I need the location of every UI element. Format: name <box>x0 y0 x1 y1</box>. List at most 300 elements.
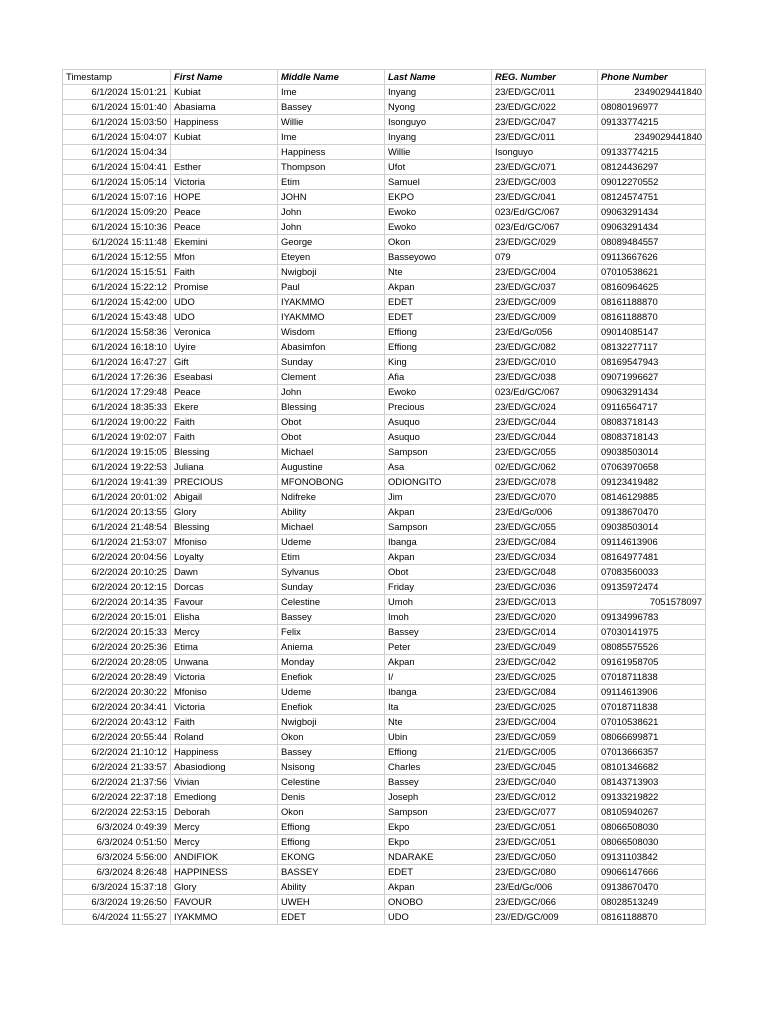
reg-number-cell: 23/ED/GC/022 <box>492 100 598 115</box>
phone-number-cell: 07018711838 <box>598 670 706 685</box>
middle-name-cell: EDET <box>278 910 385 925</box>
timestamp-cell: 6/1/2024 17:26:36 <box>63 370 171 385</box>
first-name-cell: Esther <box>171 160 278 175</box>
first-name-cell: Faith <box>171 715 278 730</box>
table-row <box>63 790 706 805</box>
middle-name-cell: Nwigboji <box>278 715 385 730</box>
middle-name-cell: Nwigboji <box>278 265 385 280</box>
reg-number-cell: 23/ED/GC/044 <box>492 415 598 430</box>
timestamp-cell: 6/2/2024 21:10:12 <box>63 745 171 760</box>
table-row <box>63 310 706 325</box>
spreadsheet-table <box>62 69 706 925</box>
last-name-cell: Effiong <box>385 340 492 355</box>
phone-number-cell: 09063291434 <box>598 220 706 235</box>
phone-number-cell: 09133219822 <box>598 790 706 805</box>
phone-number-cell: 09038503014 <box>598 520 706 535</box>
table-row <box>63 475 706 490</box>
phone-number-cell: 08143713903 <box>598 775 706 790</box>
timestamp-cell: 6/1/2024 15:09:20 <box>63 205 171 220</box>
timestamp-cell: 6/1/2024 15:22:12 <box>63 280 171 295</box>
first-name-cell: Victoria <box>171 670 278 685</box>
reg-number-cell: 23/ED/GC/066 <box>492 895 598 910</box>
middle-name-cell: Etim <box>278 550 385 565</box>
table-row <box>63 640 706 655</box>
table-row <box>63 565 706 580</box>
last-name-cell: Akpan <box>385 880 492 895</box>
first-name-cell: Blessing <box>171 520 278 535</box>
middle-name-cell: Nsisong <box>278 760 385 775</box>
phone-number-cell: 08132277117 <box>598 340 706 355</box>
phone-number-cell: 07010538621 <box>598 715 706 730</box>
table-row <box>63 280 706 295</box>
middle-name-cell: Monday <box>278 655 385 670</box>
middle-name-cell: Obot <box>278 415 385 430</box>
first-name-cell: Mfoniso <box>171 535 278 550</box>
phone-number-cell: 09135972474 <box>598 580 706 595</box>
middle-name-cell: IYAKMMO <box>278 310 385 325</box>
last-name-cell: Bassey <box>385 775 492 790</box>
last-name-cell: Asuquo <box>385 415 492 430</box>
first-name-cell: HOPE <box>171 190 278 205</box>
table-row <box>63 505 706 520</box>
reg-number-cell: 21/ED/GC/005 <box>492 745 598 760</box>
first-name-cell: Vivian <box>171 775 278 790</box>
table-row <box>63 445 706 460</box>
table-row <box>63 430 706 445</box>
middle-name-cell: Obot <box>278 430 385 445</box>
timestamp-cell: 6/1/2024 19:41:39 <box>63 475 171 490</box>
last-name-cell: Effiong <box>385 325 492 340</box>
table-row <box>63 625 706 640</box>
reg-number-cell: 23/ED/GC/003 <box>492 175 598 190</box>
header-timestamp: Timestamp <box>63 70 171 85</box>
last-name-cell: Akpan <box>385 280 492 295</box>
reg-number-cell: 02/ED/GC/062 <box>492 460 598 475</box>
reg-number-cell: 23/ED/GC/078 <box>492 475 598 490</box>
phone-number-cell: 09161958705 <box>598 655 706 670</box>
middle-name-cell: Etim <box>278 175 385 190</box>
phone-number-cell: 09014085147 <box>598 325 706 340</box>
timestamp-cell: 6/3/2024 15:37:18 <box>63 880 171 895</box>
phone-number-cell: 08085575526 <box>598 640 706 655</box>
middle-name-cell: Augustine <box>278 460 385 475</box>
middle-name-cell: Udeme <box>278 685 385 700</box>
first-name-cell: Abasiama <box>171 100 278 115</box>
reg-number-cell: 23/ED/GC/050 <box>492 850 598 865</box>
middle-name-cell: Wisdom <box>278 325 385 340</box>
timestamp-cell: 6/2/2024 20:30:22 <box>63 685 171 700</box>
table-row <box>63 910 706 925</box>
last-name-cell: Asa <box>385 460 492 475</box>
reg-number-cell: 23/ED/GC/044 <box>492 430 598 445</box>
phone-number-cell: 08066508030 <box>598 820 706 835</box>
timestamp-cell: 6/1/2024 15:15:51 <box>63 265 171 280</box>
first-name-cell: Ekere <box>171 400 278 415</box>
reg-number-cell: 23/ED/GC/004 <box>492 265 598 280</box>
timestamp-cell: 6/3/2024 5:56:00 <box>63 850 171 865</box>
timestamp-cell: 6/1/2024 16:47:27 <box>63 355 171 370</box>
table-row <box>63 760 706 775</box>
reg-number-cell: 23/Ed/Gc/006 <box>492 505 598 520</box>
first-name-cell: Juliana <box>171 460 278 475</box>
last-name-cell: Ewoko <box>385 385 492 400</box>
middle-name-cell: George <box>278 235 385 250</box>
table-row <box>63 685 706 700</box>
phone-number-cell: 2349029441840 <box>598 85 706 100</box>
timestamp-cell: 6/1/2024 19:02:07 <box>63 430 171 445</box>
reg-number-cell: 23/ED/GC/025 <box>492 700 598 715</box>
phone-number-cell: 09071996627 <box>598 370 706 385</box>
last-name-cell: EKPO <box>385 190 492 205</box>
phone-number-cell: 08083718143 <box>598 415 706 430</box>
middle-name-cell: Blessing <box>278 400 385 415</box>
first-name-cell: HAPPINESS <box>171 865 278 880</box>
table-row <box>63 100 706 115</box>
middle-name-cell: Udeme <box>278 535 385 550</box>
phone-number-cell: 08028513249 <box>598 895 706 910</box>
phone-number-cell: 09114613906 <box>598 685 706 700</box>
last-name-cell: Akpan <box>385 655 492 670</box>
middle-name-cell: Michael <box>278 445 385 460</box>
last-name-cell: Friday <box>385 580 492 595</box>
phone-number-cell: 7051578097 <box>598 595 706 610</box>
first-name-cell: Peace <box>171 205 278 220</box>
last-name-cell: Sampson <box>385 445 492 460</box>
reg-number-cell: 23/ED/GC/040 <box>492 775 598 790</box>
reg-number-cell: 23/ED/GC/024 <box>492 400 598 415</box>
first-name-cell: Blessing <box>171 445 278 460</box>
table-row <box>63 730 706 745</box>
header-last-name: Last Name <box>385 70 492 85</box>
first-name-cell: Veronica <box>171 325 278 340</box>
reg-number-cell: 23/ED/GC/009 <box>492 310 598 325</box>
timestamp-cell: 6/2/2024 21:33:57 <box>63 760 171 775</box>
reg-number-cell: 23/ED/GC/049 <box>492 640 598 655</box>
last-name-cell: EDET <box>385 295 492 310</box>
middle-name-cell: Sylvanus <box>278 565 385 580</box>
phone-number-cell: 07063970658 <box>598 460 706 475</box>
reg-number-cell: 23/ED/GC/036 <box>492 580 598 595</box>
last-name-cell: Obot <box>385 565 492 580</box>
middle-name-cell: MFONOBONG <box>278 475 385 490</box>
table-row <box>63 670 706 685</box>
timestamp-cell: 6/1/2024 15:07:16 <box>63 190 171 205</box>
last-name-cell: Asuquo <box>385 430 492 445</box>
first-name-cell: Peace <box>171 385 278 400</box>
last-name-cell: Ekpo <box>385 835 492 850</box>
phone-number-cell: 07013666357 <box>598 745 706 760</box>
phone-number-cell: 07018711838 <box>598 700 706 715</box>
first-name-cell: Favour <box>171 595 278 610</box>
first-name-cell: Kubiat <box>171 85 278 100</box>
reg-number-cell: 23/ED/GC/047 <box>492 115 598 130</box>
last-name-cell: Jim <box>385 490 492 505</box>
phone-number-cell: 08066508030 <box>598 835 706 850</box>
phone-number-cell: 08124436297 <box>598 160 706 175</box>
last-name-cell: Ibanga <box>385 535 492 550</box>
first-name-cell: Emediong <box>171 790 278 805</box>
first-name-cell: Glory <box>171 505 278 520</box>
last-name-cell: Nyong <box>385 100 492 115</box>
phone-number-cell: 08161188870 <box>598 295 706 310</box>
first-name-cell: Dawn <box>171 565 278 580</box>
last-name-cell: Imoh <box>385 610 492 625</box>
reg-number-cell: 23/ED/GC/071 <box>492 160 598 175</box>
first-name-cell: UDO <box>171 310 278 325</box>
middle-name-cell: IYAKMMO <box>278 295 385 310</box>
timestamp-cell: 6/2/2024 20:10:25 <box>63 565 171 580</box>
header-phone-number: Phone Number <box>598 70 706 85</box>
timestamp-cell: 6/2/2024 21:37:56 <box>63 775 171 790</box>
first-name-cell: Mercy <box>171 820 278 835</box>
phone-number-cell: 09133774215 <box>598 115 706 130</box>
timestamp-cell: 6/1/2024 19:15:05 <box>63 445 171 460</box>
timestamp-cell: 6/2/2024 20:25:36 <box>63 640 171 655</box>
timestamp-cell: 6/1/2024 15:58:36 <box>63 325 171 340</box>
reg-number-cell: Isonguyo <box>492 145 598 160</box>
middle-name-cell: Sunday <box>278 355 385 370</box>
middle-name-cell: Okon <box>278 805 385 820</box>
first-name-cell <box>171 145 278 160</box>
middle-name-cell: Sunday <box>278 580 385 595</box>
first-name-cell: Roland <box>171 730 278 745</box>
timestamp-cell: 6/2/2024 20:15:33 <box>63 625 171 640</box>
timestamp-cell: 6/1/2024 21:53:07 <box>63 535 171 550</box>
phone-number-cell: 09114613906 <box>598 535 706 550</box>
phone-number-cell: 09038503014 <box>598 445 706 460</box>
middle-name-cell: John <box>278 385 385 400</box>
last-name-cell: UDO <box>385 910 492 925</box>
reg-number-cell: 23/ED/GC/051 <box>492 820 598 835</box>
first-name-cell: Mercy <box>171 835 278 850</box>
first-name-cell: Abasiodiong <box>171 760 278 775</box>
middle-name-cell: Ime <box>278 85 385 100</box>
table-row <box>63 550 706 565</box>
timestamp-cell: 6/1/2024 15:11:48 <box>63 235 171 250</box>
middle-name-cell: Eteyen <box>278 250 385 265</box>
first-name-cell: Gift <box>171 355 278 370</box>
reg-number-cell: 23/ED/GC/041 <box>492 190 598 205</box>
table-row <box>63 775 706 790</box>
last-name-cell: Ewoko <box>385 220 492 235</box>
reg-number-cell: 23/ED/GC/055 <box>492 520 598 535</box>
timestamp-cell: 6/2/2024 22:53:15 <box>63 805 171 820</box>
phone-number-cell: 09113667626 <box>598 250 706 265</box>
table-row <box>63 295 706 310</box>
table-row <box>63 535 706 550</box>
phone-number-cell: 09063291434 <box>598 385 706 400</box>
reg-number-cell: 23/ED/GC/020 <box>492 610 598 625</box>
table-row <box>63 865 706 880</box>
first-name-cell: Faith <box>171 265 278 280</box>
reg-number-cell: 23/ED/GC/037 <box>492 280 598 295</box>
first-name-cell: Victoria <box>171 700 278 715</box>
reg-number-cell: 023/Ed/GC/067 <box>492 220 598 235</box>
first-name-cell: Kubiat <box>171 130 278 145</box>
phone-number-cell: 09116564717 <box>598 400 706 415</box>
middle-name-cell: Enefiok <box>278 670 385 685</box>
table-row <box>63 220 706 235</box>
last-name-cell: Bassey <box>385 625 492 640</box>
phone-number-cell: 07083560033 <box>598 565 706 580</box>
timestamp-cell: 6/2/2024 20:34:41 <box>63 700 171 715</box>
table-row <box>63 400 706 415</box>
first-name-cell: PRECIOUS <box>171 475 278 490</box>
middle-name-cell: Effiong <box>278 820 385 835</box>
middle-name-cell: EKONG <box>278 850 385 865</box>
table-row <box>63 160 706 175</box>
first-name-cell: Eseabasi <box>171 370 278 385</box>
phone-number-cell: 08169547943 <box>598 355 706 370</box>
reg-number-cell: 23/ED/GC/034 <box>492 550 598 565</box>
reg-number-cell: 23/ED/GC/042 <box>492 655 598 670</box>
table-row <box>63 820 706 835</box>
middle-name-cell: Willie <box>278 115 385 130</box>
middle-name-cell: Bassey <box>278 745 385 760</box>
middle-name-cell: John <box>278 220 385 235</box>
last-name-cell: Willie <box>385 145 492 160</box>
header-row <box>63 70 706 85</box>
phone-number-cell: 08161188870 <box>598 910 706 925</box>
middle-name-cell: Celestine <box>278 595 385 610</box>
middle-name-cell: Enefiok <box>278 700 385 715</box>
first-name-cell: Etima <box>171 640 278 655</box>
last-name-cell: ODIONGITO <box>385 475 492 490</box>
reg-number-cell: 23/ED/GC/084 <box>492 535 598 550</box>
reg-number-cell: 23/ED/GC/045 <box>492 760 598 775</box>
first-name-cell: Elisha <box>171 610 278 625</box>
timestamp-cell: 6/1/2024 15:04:41 <box>63 160 171 175</box>
last-name-cell: ONOBO <box>385 895 492 910</box>
timestamp-cell: 6/1/2024 15:10:36 <box>63 220 171 235</box>
table-row <box>63 85 706 100</box>
reg-number-cell: 23/ED/GC/051 <box>492 835 598 850</box>
table-row <box>63 355 706 370</box>
last-name-cell: King <box>385 355 492 370</box>
last-name-cell: EDET <box>385 310 492 325</box>
header-first-name: First Name <box>171 70 278 85</box>
table-row <box>63 490 706 505</box>
first-name-cell: Faith <box>171 415 278 430</box>
phone-number-cell: 08161188870 <box>598 310 706 325</box>
first-name-cell: Happiness <box>171 115 278 130</box>
middle-name-cell: Ime <box>278 130 385 145</box>
phone-number-cell: 2349029441840 <box>598 130 706 145</box>
timestamp-cell: 6/1/2024 15:12:55 <box>63 250 171 265</box>
table-row <box>63 595 706 610</box>
timestamp-cell: 6/2/2024 20:28:49 <box>63 670 171 685</box>
middle-name-cell: Happiness <box>278 145 385 160</box>
phone-number-cell: 07030141975 <box>598 625 706 640</box>
last-name-cell: Effiong <box>385 745 492 760</box>
table-row <box>63 370 706 385</box>
timestamp-cell: 6/3/2024 19:26:50 <box>63 895 171 910</box>
middle-name-cell: JOHN <box>278 190 385 205</box>
timestamp-cell: 6/1/2024 15:04:07 <box>63 130 171 145</box>
reg-number-cell: 23//ED/GC/009 <box>492 910 598 925</box>
timestamp-cell: 6/1/2024 18:35:33 <box>63 400 171 415</box>
reg-number-cell: 23/ED/GC/070 <box>492 490 598 505</box>
phone-number-cell: 09012270552 <box>598 175 706 190</box>
table-row <box>63 745 706 760</box>
timestamp-cell: 6/2/2024 22:37:18 <box>63 790 171 805</box>
last-name-cell: EDET <box>385 865 492 880</box>
timestamp-cell: 6/1/2024 15:04:34 <box>63 145 171 160</box>
phone-number-cell: 08164977481 <box>598 550 706 565</box>
middle-name-cell: Abasimfon <box>278 340 385 355</box>
table-row <box>63 460 706 475</box>
last-name-cell: Umoh <box>385 595 492 610</box>
timestamp-cell: 6/2/2024 20:14:35 <box>63 595 171 610</box>
last-name-cell: Nte <box>385 715 492 730</box>
timestamp-cell: 6/1/2024 17:29:48 <box>63 385 171 400</box>
reg-number-cell: 23/Ed/Gc/006 <box>492 880 598 895</box>
table-row <box>63 850 706 865</box>
table-row <box>63 835 706 850</box>
phone-number-cell: 08146129885 <box>598 490 706 505</box>
reg-number-cell: 079 <box>492 250 598 265</box>
phone-number-cell: 09131103842 <box>598 850 706 865</box>
reg-number-cell: 23/ED/GC/077 <box>492 805 598 820</box>
middle-name-cell: John <box>278 205 385 220</box>
last-name-cell: Charles <box>385 760 492 775</box>
phone-number-cell: 07010538621 <box>598 265 706 280</box>
middle-name-cell: Ability <box>278 880 385 895</box>
last-name-cell: NDARAKE <box>385 850 492 865</box>
middle-name-cell: Okon <box>278 730 385 745</box>
phone-number-cell: 09123419482 <box>598 475 706 490</box>
middle-name-cell: Clement <box>278 370 385 385</box>
phone-number-cell: 09133774215 <box>598 145 706 160</box>
last-name-cell: Sampson <box>385 520 492 535</box>
reg-number-cell: 23/ED/GC/080 <box>492 865 598 880</box>
table-row <box>63 205 706 220</box>
timestamp-cell: 6/2/2024 20:12:15 <box>63 580 171 595</box>
last-name-cell: Akpan <box>385 505 492 520</box>
table-row <box>63 130 706 145</box>
middle-name-cell: Ability <box>278 505 385 520</box>
first-name-cell: Mercy <box>171 625 278 640</box>
phone-number-cell: 09138670470 <box>598 505 706 520</box>
table-row <box>63 880 706 895</box>
middle-name-cell: Felix <box>278 625 385 640</box>
timestamp-cell: 6/1/2024 15:03:50 <box>63 115 171 130</box>
first-name-cell: Loyalty <box>171 550 278 565</box>
first-name-cell: Peace <box>171 220 278 235</box>
last-name-cell: Isonguyo <box>385 115 492 130</box>
reg-number-cell: 23/ED/GC/013 <box>492 595 598 610</box>
phone-number-cell: 08066699871 <box>598 730 706 745</box>
reg-number-cell: 23/ED/GC/012 <box>492 790 598 805</box>
reg-number-cell: 23/ED/GC/011 <box>492 85 598 100</box>
last-name-cell: Ekpo <box>385 820 492 835</box>
timestamp-cell: 6/2/2024 20:28:05 <box>63 655 171 670</box>
timestamp-cell: 6/1/2024 15:43:48 <box>63 310 171 325</box>
first-name-cell: Mfoniso <box>171 685 278 700</box>
phone-number-cell: 08101346682 <box>598 760 706 775</box>
phone-number-cell: 09063291434 <box>598 205 706 220</box>
table-row <box>63 520 706 535</box>
table-row <box>63 580 706 595</box>
first-name-cell: Abigail <box>171 490 278 505</box>
first-name-cell: Unwana <box>171 655 278 670</box>
last-name-cell: Samuel <box>385 175 492 190</box>
timestamp-cell: 6/2/2024 20:43:12 <box>63 715 171 730</box>
table-row <box>63 115 706 130</box>
last-name-cell: Nte <box>385 265 492 280</box>
table-row <box>63 145 706 160</box>
last-name-cell: Sampson <box>385 805 492 820</box>
